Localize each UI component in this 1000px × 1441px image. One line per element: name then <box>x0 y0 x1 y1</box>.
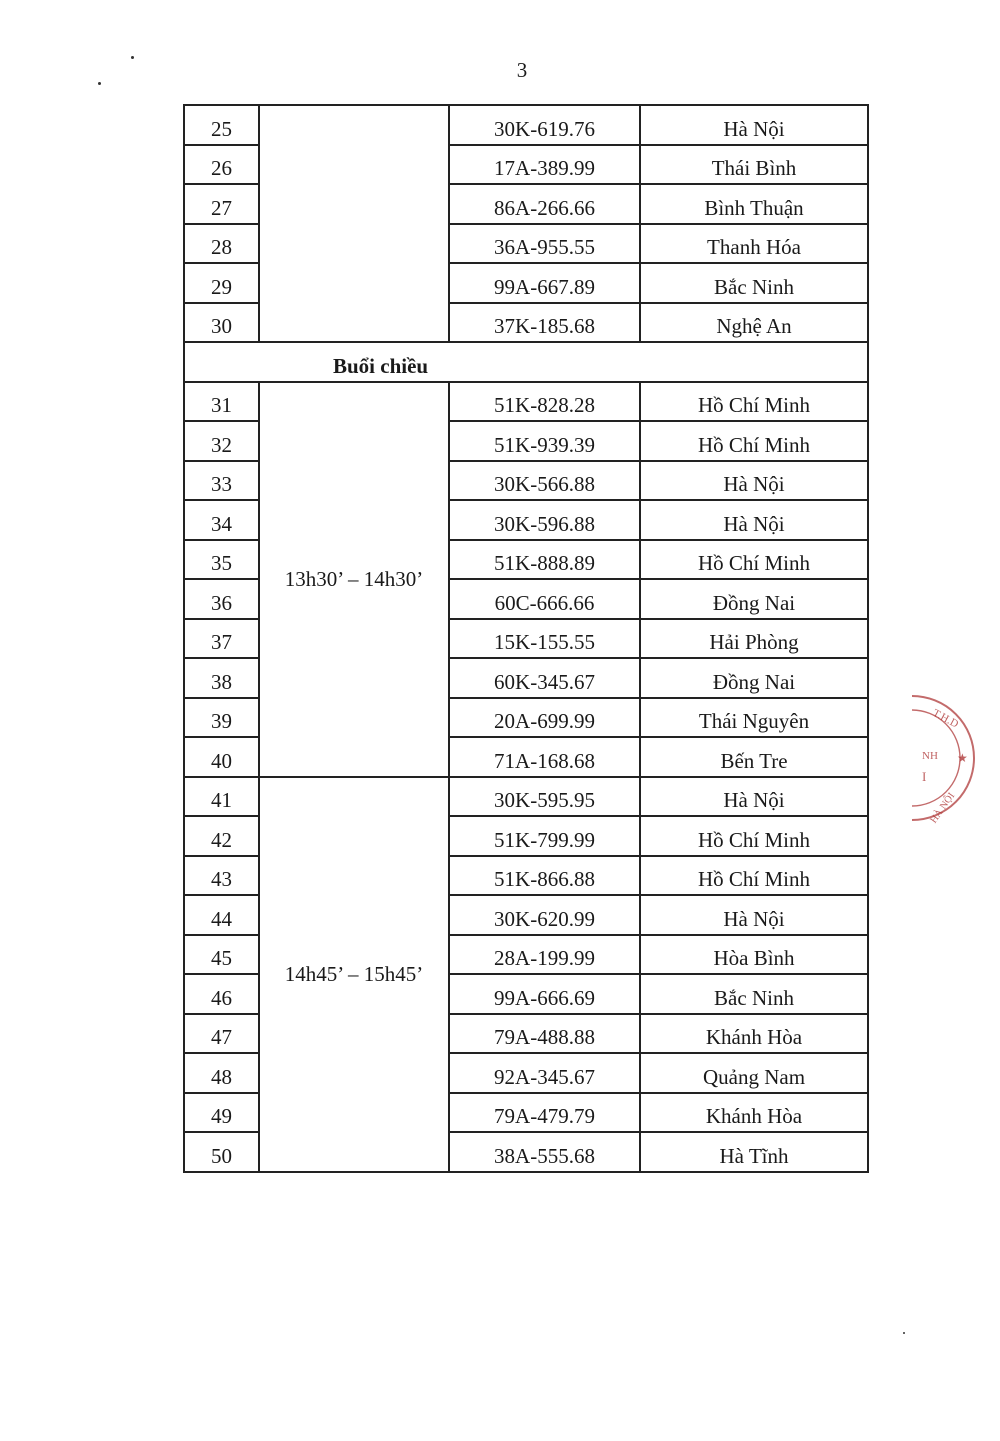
section-header-row <box>184 342 868 382</box>
license-plate: 79A-488.88 <box>449 1014 640 1054</box>
row-number: 39 <box>184 698 259 738</box>
license-plate: 71A-168.68 <box>449 737 640 777</box>
province: Đồng Nai <box>640 579 868 619</box>
section-header: Buổi chiều <box>184 342 868 382</box>
page-number: 3 <box>516 58 528 82</box>
row-number: 38 <box>184 658 259 698</box>
province: Khánh Hòa <box>640 1014 868 1054</box>
time-slot-cell <box>259 382 449 777</box>
license-plate: 37K-185.68 <box>449 303 640 343</box>
table-body <box>184 105 868 1172</box>
row-number: 29 <box>184 263 259 303</box>
row-number: 42 <box>184 816 259 856</box>
province: Hồ Chí Minh <box>640 856 868 896</box>
province: Bến Tre <box>640 737 868 777</box>
row-number: 45 <box>184 935 259 975</box>
province: Quảng Nam <box>640 1053 868 1093</box>
license-plate: 99A-666.69 <box>449 974 640 1014</box>
license-plate: 86A-266.66 <box>449 184 640 224</box>
row-number: 34 <box>184 500 259 540</box>
scan-speck <box>903 1332 905 1334</box>
row-number: 28 <box>184 224 259 264</box>
province: Hà Nội <box>640 777 868 817</box>
time-slot: 14h45’ – 15h45’ <box>284 962 424 986</box>
province: Hải Phòng <box>640 619 868 659</box>
row-number: 46 <box>184 974 259 1014</box>
province: Hà Nội <box>640 895 868 935</box>
license-plate: 17A-389.99 <box>449 145 640 185</box>
row-number: 27 <box>184 184 259 224</box>
license-plate: 30K-596.88 <box>449 500 640 540</box>
row-number: 50 <box>184 1132 259 1172</box>
license-plate: 79A-479.79 <box>449 1093 640 1133</box>
license-plate: 51K-828.28 <box>449 382 640 422</box>
row-number: 40 <box>184 737 259 777</box>
license-plate: 51K-799.99 <box>449 816 640 856</box>
province: Khánh Hòa <box>640 1093 868 1133</box>
svg-text:I: I <box>922 769 927 784</box>
time-slot-cell <box>259 105 449 342</box>
row-number: 25 <box>184 105 259 145</box>
province: Hà Nội <box>640 500 868 540</box>
time-slot: 13h30’ – 14h30’ <box>284 567 424 591</box>
province: Thanh Hóa <box>640 224 868 264</box>
license-plate: 51K-888.89 <box>449 540 640 580</box>
row-number: 26 <box>184 145 259 185</box>
province: Hồ Chí Minh <box>640 816 868 856</box>
row-number: 36 <box>184 579 259 619</box>
row-number: 37 <box>184 619 259 659</box>
province: Nghệ An <box>640 303 868 343</box>
row-number: 33 <box>184 461 259 501</box>
license-plate: 92A-345.67 <box>449 1053 640 1093</box>
row-number: 41 <box>184 777 259 817</box>
province: Đồng Nai <box>640 658 868 698</box>
license-plate: 99A-667.89 <box>449 263 640 303</box>
row-number: 32 <box>184 421 259 461</box>
row-number: 48 <box>184 1053 259 1093</box>
province: Bình Thuận <box>640 184 868 224</box>
row-number: 44 <box>184 895 259 935</box>
license-plate: 51K-939.39 <box>449 421 640 461</box>
table-row <box>184 777 868 817</box>
license-plate: 60K-345.67 <box>449 658 640 698</box>
svg-text:T.H.D: T.H.D <box>930 707 961 731</box>
time-slot-cell <box>259 777 449 1172</box>
province: Hà Tĩnh <box>640 1132 868 1172</box>
license-plate-table <box>183 104 869 1173</box>
row-number: 30 <box>184 303 259 343</box>
license-plate: 30K-566.88 <box>449 461 640 501</box>
license-plate: 51K-866.88 <box>449 856 640 896</box>
province: Hồ Chí Minh <box>640 540 868 580</box>
province: Thái Bình <box>640 145 868 185</box>
table-row <box>184 105 868 145</box>
province: Hà Nội <box>640 461 868 501</box>
license-plate: 28A-199.99 <box>449 935 640 975</box>
province: Hà Nội <box>640 105 868 145</box>
province: Hồ Chí Minh <box>640 382 868 422</box>
row-number: 31 <box>184 382 259 422</box>
province: Thái Nguyên <box>640 698 868 738</box>
license-plate: 38A-555.68 <box>449 1132 640 1172</box>
license-plate: 60C-666.66 <box>449 579 640 619</box>
province: Bắc Ninh <box>640 263 868 303</box>
province: Hồ Chí Minh <box>640 421 868 461</box>
svg-text:NH: NH <box>922 750 938 762</box>
table-row <box>184 382 868 422</box>
province: Bắc Ninh <box>640 974 868 1014</box>
license-plate: 30K-595.95 <box>449 777 640 817</box>
row-number: 43 <box>184 856 259 896</box>
license-plate: 36A-955.55 <box>449 224 640 264</box>
svg-text:★: ★ <box>957 751 968 765</box>
license-plate: 30K-620.99 <box>449 895 640 935</box>
row-number: 49 <box>184 1093 259 1133</box>
license-plate: 30K-619.76 <box>449 105 640 145</box>
province: Hòa Bình <box>640 935 868 975</box>
license-plate: 20A-699.99 <box>449 698 640 738</box>
svg-text:HÀ NỘI: HÀ NỘI <box>928 790 958 826</box>
row-number: 47 <box>184 1014 259 1054</box>
row-number: 35 <box>184 540 259 580</box>
official-seal-stamp <box>912 683 992 833</box>
license-plate: 15K-155.55 <box>449 619 640 659</box>
